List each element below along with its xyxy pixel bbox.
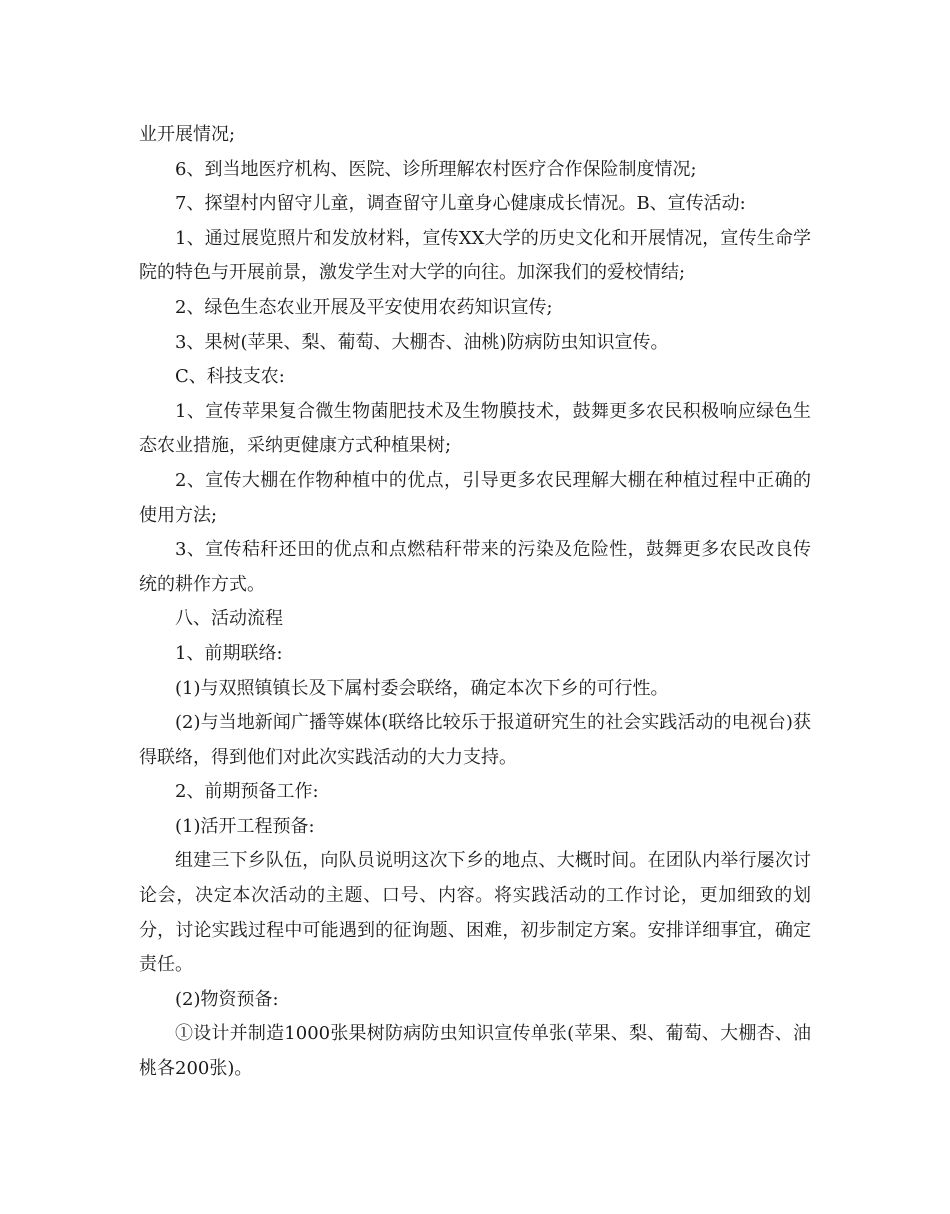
paragraph-promo-2: 2、绿色生态农业开展及平安使用农药知识宣传; [175, 296, 553, 318]
paragraph-contact-2: (2)与当地新闻广播等媒体(联络比较乐于报道研究生的社会实践活动的电视台)获得联络，得到他们对此次实践活动的大力支持。 [139, 712, 811, 768]
document-body [139, 118, 811, 1087]
subheading-contact: 1、前期联络: [175, 642, 283, 664]
paragraph-promo-3: 3、果树(苹果、梨、葡萄、大棚杏、油桃)防病防虫知识宣传。 [175, 331, 669, 353]
paragraph-materials-1: ①设计并制造1000张果树防病防虫知识宣传单张(苹果、梨、葡萄、大棚杏、油桃各200张)。 [139, 1023, 811, 1080]
section-heading-8: 八、活动流程 [175, 608, 283, 630]
paragraph-item-7: 7、探望村内留守儿童，调查留守儿童身心健康成长情况。B、宣传活动: [175, 193, 746, 215]
subheading-project-prep: (1)活开工程预备: [175, 815, 315, 837]
subheading-materials: (2)物资预备: [175, 988, 279, 1010]
section-heading-c: C、科技支农: [175, 366, 285, 388]
paragraph-tech-3: 3、宣传秸秆还田的优点和点燃秸秆带来的污染及危险性，鼓舞更多农民改良传统的耕作方式。 [139, 539, 811, 595]
paragraph-continuation: 业开展情况; [139, 124, 236, 145]
paragraph-team-setup: 组建三下乡队伍，向队员说明这次下乡的地点、大概时间。在团队内举行屡次讨论会，决定本次活动的主题、口号、内容。将实践活动的工作讨论，更加细致的划分，讨论实践过程中可能遇到的征询题、困难，初步制定方案。安排详细事宜，确定责任。 [139, 850, 811, 976]
paragraph-promo-1: 1、通过展览照片和发放材料，宣传XX大学的历史文化和开展情况，宣传生命学院的特色与开展前景，激发学生对大学的向往。加深我们的爱校情结; [139, 227, 811, 284]
subheading-preparation: 2、前期预备工作: [175, 781, 319, 803]
paragraph-contact-1: (1)与双照镇镇长及下属村委会联络，确定本次下乡的可行性。 [175, 677, 669, 699]
paragraph-tech-2: 2、宣传大棚在作物种植中的优点，引导更多农民理解大棚在种植过程中正确的使用方法; [139, 469, 811, 526]
paragraph-tech-1: 1、宣传苹果复合微生物菌肥技术及生物膜技术，鼓舞更多农民积极响应绿色生态农业措施，采纳更健康方式种植果树; [139, 400, 811, 457]
paragraph-item-6: 6、到当地医疗机构、医院、诊所理解农村医疗合作保险制度情况; [175, 158, 697, 180]
